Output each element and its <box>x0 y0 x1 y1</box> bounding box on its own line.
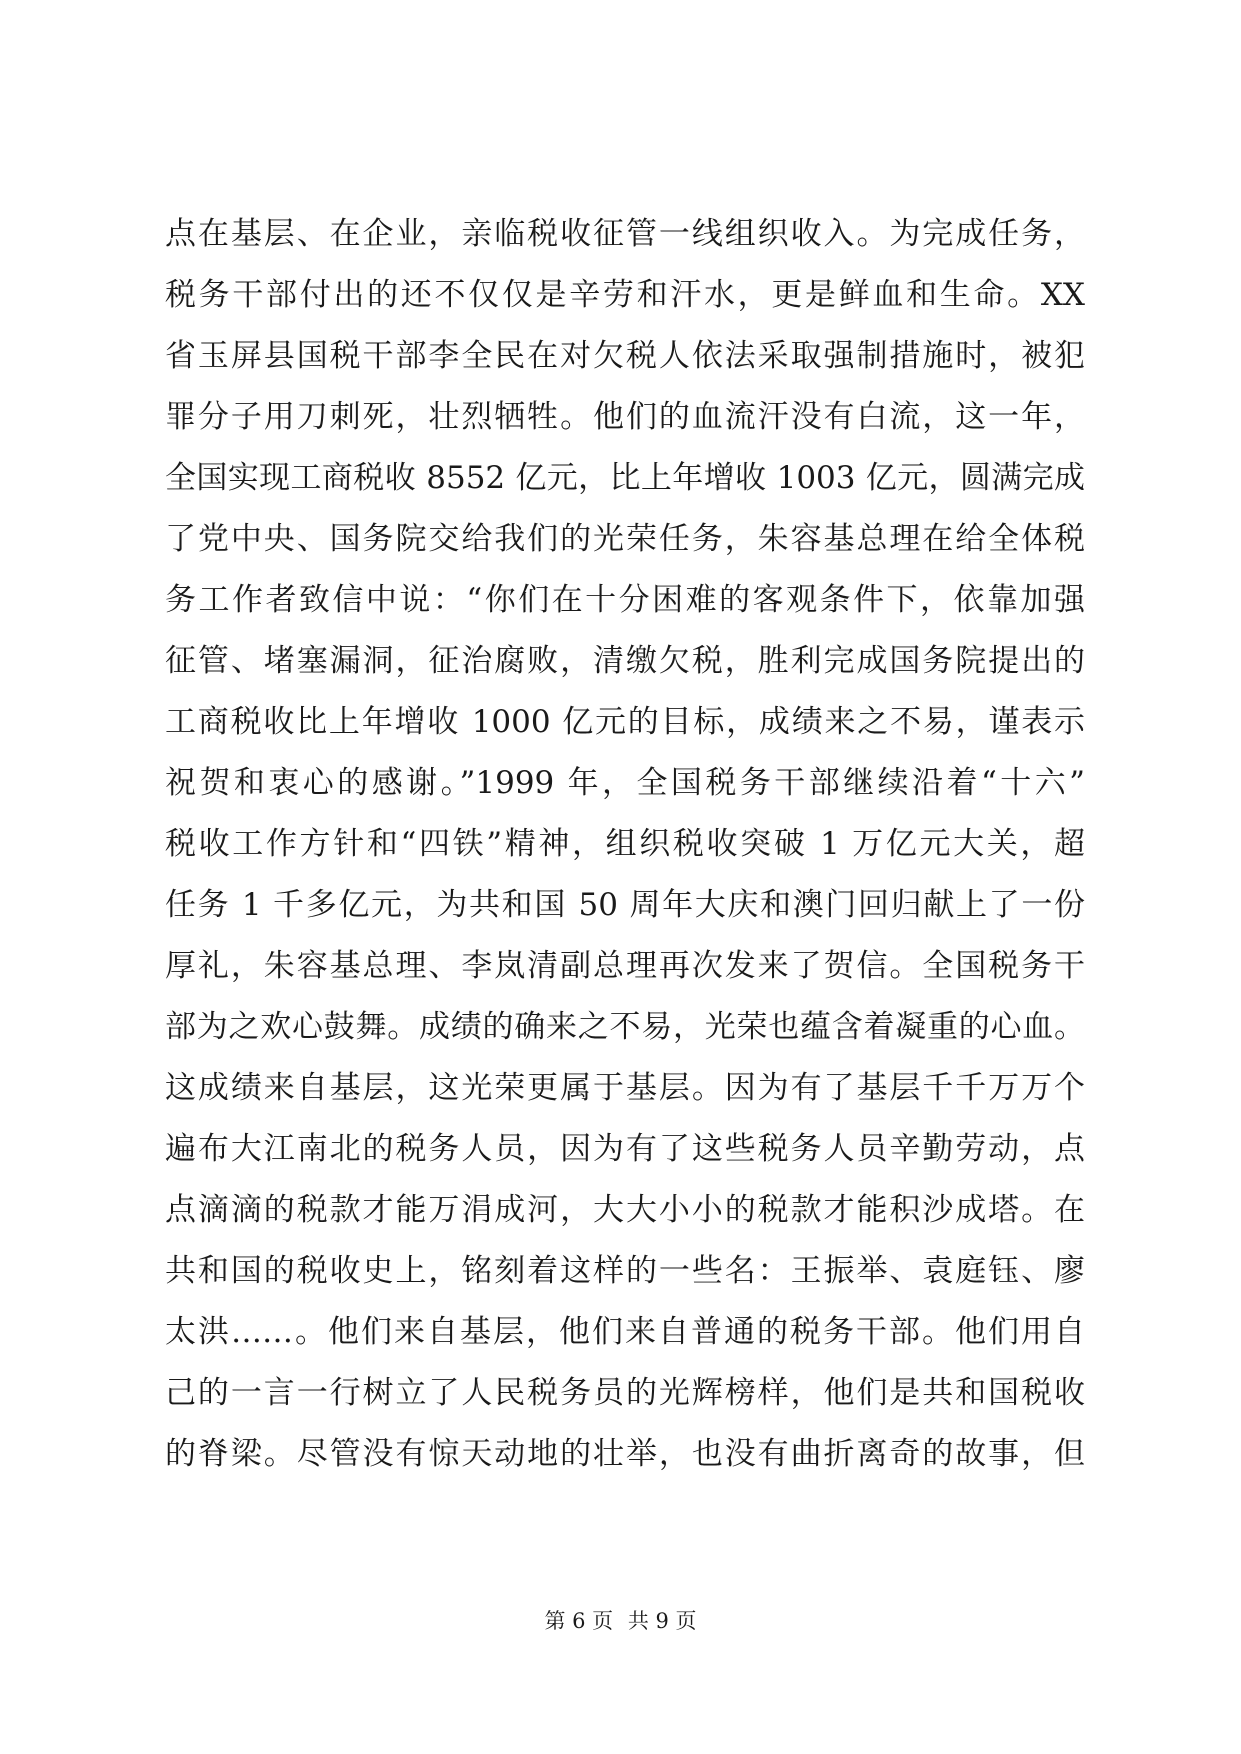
text-line: 共和国的税收史上，铭刻着这样的一些名：王振举、袁庭钰、廖 <box>165 1253 1085 1289</box>
text-line: 厚礼，朱容基总理、李岚清副总理再次发来了贺信。全国税务干 <box>165 948 1085 984</box>
page-number-total: 共 9 页 <box>627 1609 697 1633</box>
text-line: 的脊梁。尽管没有惊天动地的壮举，也没有曲折离奇的故事，但 <box>165 1436 1085 1472</box>
text-line: 部为之欢心鼓舞。成绩的确来之不易，光荣也蕴含着凝重的心血。 <box>165 1009 1085 1045</box>
text-line: 罪分子用刀刺死，壮烈牺牲。他们的血流汗没有白流，这一年， <box>165 399 1085 435</box>
text-line: 祝贺和衷心的感谢。”1999 年，全国税务干部继续沿着“十六” <box>165 765 1085 801</box>
page-number-current: 第 6 页 <box>544 1609 614 1633</box>
text-line: 太洪……。他们来自基层，他们来自普通的税务干部。他们用自 <box>165 1314 1085 1350</box>
text-line: 全国实现工商税收 8552 亿元，比上年增收 1003 亿元，圆满完成 <box>165 460 1085 496</box>
text-line: 税务干部付出的还不仅仅是辛劳和汗水，更是鲜血和生命。XX <box>165 277 1085 313</box>
text-line: 点在基层、在企业，亲临税收征管一线组织收入。为完成任务， <box>165 216 1085 252</box>
text-line: 这成绩来自基层，这光荣更属于基层。因为有了基层千千万万个 <box>165 1070 1085 1106</box>
page-footer <box>0 1605 1241 1635</box>
text-line: 己的一言一行树立了人民税务员的光辉榜样，他们是共和国税收 <box>165 1375 1085 1411</box>
body-paragraph <box>165 204 1085 1485</box>
text-line: 点滴滴的税款才能万涓成河，大大小小的税款才能积沙成塔。在 <box>165 1192 1085 1228</box>
text-line: 税收工作方针和“四铁”精神，组织税收突破 1 万亿元大关，超 <box>165 826 1085 862</box>
text-line: 省玉屏县国税干部李全民在对欠税人依法采取强制措施时，被犯 <box>165 338 1085 374</box>
text-line: 了党中央、国务院交给我们的光荣任务，朱容基总理在给全体税 <box>165 521 1085 557</box>
text-line: 工商税收比上年增收 1000 亿元的目标，成绩来之不易，谨表示 <box>165 704 1085 740</box>
text-line: 征管、堵塞漏洞，征治腐败，清缴欠税，胜利完成国务院提出的 <box>165 643 1085 679</box>
text-line: 任务 1 千多亿元，为共和国 50 周年大庆和澳门回归献上了一份 <box>165 887 1085 923</box>
text-line: 遍布大江南北的税务人员，因为有了这些税务人员辛勤劳动，点 <box>165 1131 1085 1167</box>
text-line: 务工作者致信中说：“你们在十分困难的客观条件下，依靠加强 <box>165 582 1085 618</box>
